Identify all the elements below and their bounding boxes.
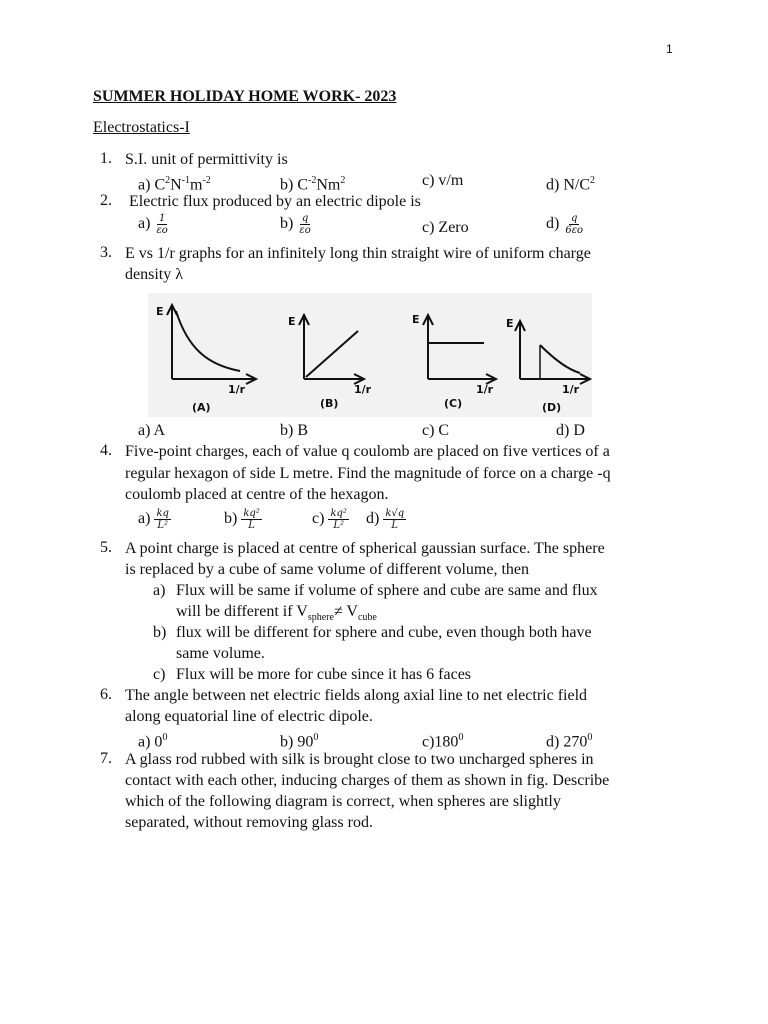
question-text: E vs 1/r graphs for an infinitely long thin straight wire of uniform charge: [125, 245, 591, 262]
fraction: [154, 508, 170, 531]
question-text: S.I. unit of permittivity is: [125, 151, 288, 168]
fraction: [563, 213, 585, 236]
superscript: 0: [458, 732, 464, 743]
option-b: [280, 213, 313, 236]
question-text: coulomb placed at centre of the hexagon.: [125, 486, 389, 503]
graph-c-r-label: 1/r: [476, 383, 494, 396]
subscript: sphere: [307, 612, 334, 624]
superscript: 2: [165, 175, 171, 186]
question-number: 6.: [100, 686, 112, 703]
graph-c-caption: (C): [444, 397, 463, 410]
question-text: contact with each other, inducing charges of them as shown in fig. Describe: [125, 772, 610, 789]
denominator: 6εo: [565, 225, 584, 236]
question-text: separated, without removing glass rod.: [125, 814, 373, 831]
numerator: kq²: [243, 508, 260, 519]
page-title: SUMMER HOLIDAY HOME WORK- 2023: [93, 88, 397, 105]
graphs-svg: [148, 293, 592, 417]
option-value: C: [154, 176, 166, 194]
option-d: [546, 171, 595, 195]
denominator: L²: [157, 520, 168, 531]
question-number: 4.: [100, 442, 112, 459]
superscript: 0: [162, 732, 168, 743]
graph-b-caption: (B): [320, 397, 339, 410]
graph-d-r-label: 1/r: [562, 383, 580, 396]
option-value: C: [297, 176, 308, 194]
question-text: regular hexagon of side L metre. Find the magnitude of force on a charge -q: [125, 465, 611, 482]
superscript: -2: [202, 175, 211, 186]
fraction: [383, 508, 406, 531]
denominator: L: [248, 520, 255, 531]
question-number: 2.: [100, 192, 112, 209]
option-label: b): [280, 215, 294, 233]
question-number: 1.: [100, 150, 112, 167]
option-a: [138, 508, 171, 531]
sub-option-text: ≠ V: [333, 603, 358, 620]
option-value: b) 90: [280, 733, 314, 751]
question-text: A point charge is placed at centre of spherical gaussian surface. The sphere: [125, 540, 605, 557]
option-d: [366, 508, 406, 531]
superscript: -1: [181, 175, 191, 186]
option-c: c) C: [422, 422, 450, 439]
option-label: a): [138, 510, 151, 528]
numerator: kq: [156, 508, 169, 519]
numerator: 1: [158, 213, 166, 224]
graph-b-line: [306, 331, 358, 377]
denominator: L: [391, 520, 399, 531]
option-c: c) v/m: [422, 172, 464, 189]
question-text: The angle between net electric fields along axial line to net electric field: [125, 687, 588, 704]
graph-d-caption: (D): [542, 401, 562, 414]
question-number: 7.: [100, 750, 112, 767]
option-value: N: [170, 176, 182, 194]
option-d: [546, 213, 585, 236]
option-label: d): [366, 510, 380, 528]
graph-d-curve: [540, 345, 580, 373]
section-heading: Electrostatics-I: [93, 119, 190, 136]
graph-b-r-label: 1/r: [354, 383, 372, 396]
graph-b-e-label: E: [288, 315, 296, 328]
graph-a-curve: [176, 311, 240, 371]
question-number: 5.: [100, 539, 112, 556]
numerator: k√q: [385, 508, 405, 519]
superscript: 2: [340, 175, 346, 186]
superscript: 2: [590, 175, 595, 186]
sub-option-text: Flux will be more for cube since it has 6 faces: [176, 666, 472, 683]
sub-option-text: Flux will be same if volume of sphere and cube are same and flux: [176, 582, 598, 599]
option-label: b): [224, 510, 238, 528]
option-label: a): [138, 176, 151, 194]
superscript: 0: [587, 732, 593, 743]
sub-option-text: flux will be different for sphere and cube, even though both have: [176, 624, 592, 641]
sub-option-text: will be different if V: [176, 603, 308, 620]
denominator: L²: [333, 520, 344, 531]
graph-c-e-label: E: [412, 313, 420, 326]
sub-option-label: c): [153, 666, 166, 683]
option-d: [546, 728, 592, 752]
numerator: q: [571, 213, 578, 224]
option-c: [312, 508, 349, 531]
superscript: -2: [308, 175, 317, 186]
question-text: is replaced by a cube of same volume of different volume, then: [125, 561, 530, 578]
option-value: c)180: [422, 733, 459, 751]
fraction: [297, 213, 312, 236]
question-text: which of the following diagram is correct, when spheres are slightly: [125, 793, 561, 810]
graphs-figure: [148, 293, 592, 417]
option-value: d) 270: [546, 733, 588, 751]
fraction: [241, 508, 261, 531]
option-b: [224, 508, 262, 531]
denominator: εo: [299, 225, 311, 236]
superscript: 0: [313, 732, 319, 743]
option-value: Nm: [316, 176, 341, 194]
option-a: [138, 728, 167, 752]
numerator: q: [301, 213, 309, 224]
option-c: c) Zero: [422, 219, 469, 236]
sub-option-label: b): [153, 624, 167, 641]
question-text: Five-point charges, each of value q coulomb are placed on five vertices of a: [125, 443, 610, 460]
option-label: a): [138, 215, 151, 233]
option-label: c): [312, 510, 325, 528]
question-text: along equatorial line of electric dipole.: [125, 708, 373, 725]
sub-option-text: same volume.: [176, 645, 265, 662]
graph-a-e-label: E: [156, 305, 164, 318]
question-number: 3.: [100, 244, 112, 261]
fraction: [154, 213, 169, 236]
option-value: d) N/C: [546, 176, 590, 194]
denominator: εo: [156, 225, 168, 236]
fraction: [328, 508, 348, 531]
option-d: d) D: [556, 422, 585, 439]
graph-d-e-label: E: [506, 317, 514, 330]
numerator: kq²: [330, 508, 347, 519]
page-number: 1: [666, 42, 673, 56]
option-value: m: [190, 176, 203, 194]
option-label: b): [280, 176, 294, 194]
option-b: b) B: [280, 422, 308, 439]
question-text: A glass rod rubbed with silk is brought close to two uncharged spheres in: [125, 751, 594, 768]
question-text: Electric flux produced by an electric dipole is: [129, 193, 421, 210]
question-text: density λ: [125, 266, 183, 283]
option-b: [280, 728, 318, 752]
option-a: [138, 213, 170, 236]
option-a: a) A: [138, 422, 166, 439]
graph-a-caption: (A): [192, 401, 211, 414]
sub-option-label: a): [153, 582, 166, 599]
graph-a-r-label: 1/r: [228, 383, 246, 396]
option-label: d): [546, 215, 560, 233]
subscript: cube: [357, 612, 377, 624]
option-c: [422, 728, 463, 752]
option-value: a) 0: [138, 733, 163, 751]
